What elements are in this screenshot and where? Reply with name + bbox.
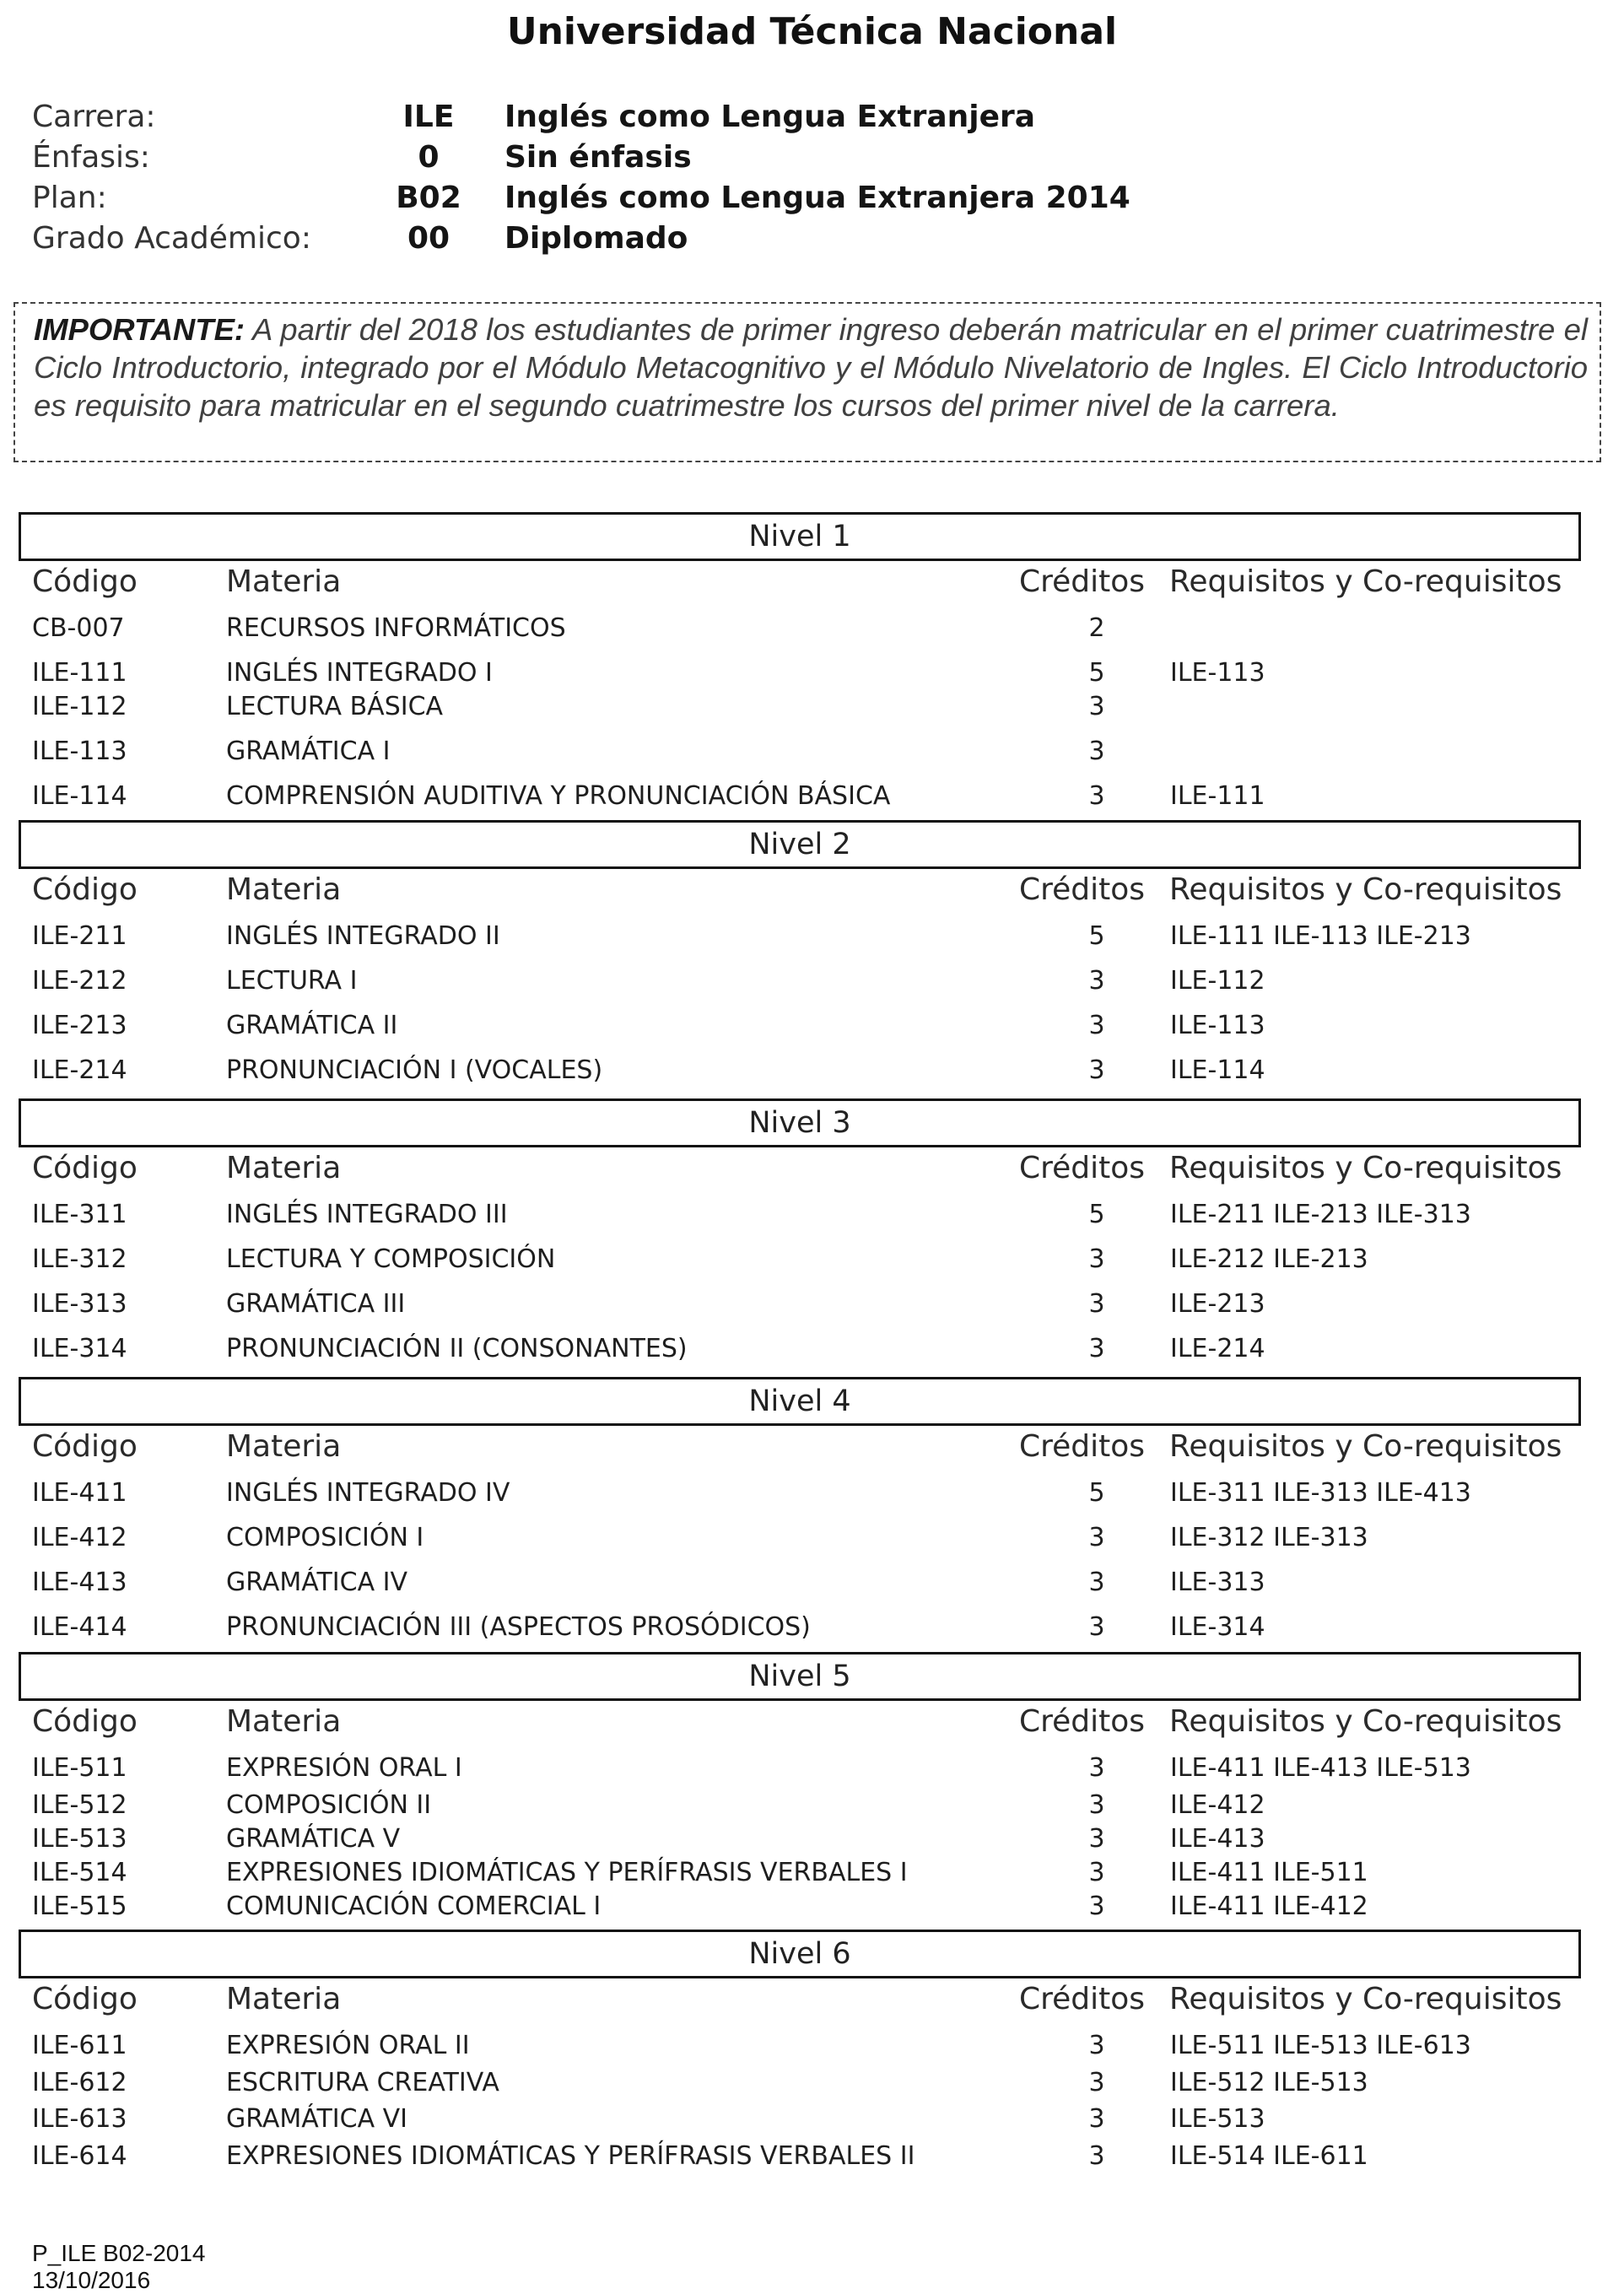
course-credits: 3	[1088, 692, 1105, 721]
course-requirements: ILE-111	[1170, 781, 1265, 811]
column-header-name: Materia	[226, 872, 342, 907]
column-header-credits: Créditos	[1019, 872, 1146, 907]
course-requirements: ILE-411 ILE-412	[1170, 1892, 1368, 1921]
course-name: EXPRESIÓN ORAL I	[226, 1753, 462, 1783]
column-header-name: Materia	[226, 1429, 342, 1464]
column-header-reqs: Requisitos y Co-requisitos	[1169, 1982, 1562, 2016]
course-row	[0, 692, 1624, 729]
course-name: RECURSOS INFORMÁTICOS	[226, 613, 566, 643]
course-credits: 3	[1088, 1753, 1105, 1783]
course-credits: 5	[1088, 1200, 1105, 1229]
course-name: GRAMÁTICA II	[226, 1011, 398, 1040]
course-code: ILE-211	[32, 921, 127, 951]
course-requirements: ILE-212 ILE-213	[1170, 1244, 1368, 1274]
course-name: GRAMÁTICA III	[226, 1289, 406, 1319]
course-name: GRAMÁTICA I	[226, 737, 391, 766]
course-requirements: ILE-513	[1170, 2104, 1265, 2134]
course-credits: 3	[1088, 781, 1105, 811]
column-header-credits: Créditos	[1019, 1429, 1146, 1464]
course-requirements: ILE-114	[1170, 1055, 1265, 1085]
course-code: ILE-511	[32, 1753, 127, 1783]
course-row	[0, 613, 1624, 650]
column-header-code: Código	[32, 872, 138, 907]
course-credits: 3	[1088, 1523, 1105, 1552]
course-name: GRAMÁTICA V	[226, 1824, 401, 1854]
course-row	[0, 921, 1624, 958]
column-header-credits: Créditos	[1019, 1982, 1146, 2016]
course-name: LECTURA I	[226, 966, 358, 996]
course-credits: 3	[1088, 1011, 1105, 1040]
course-name: EXPRESIONES IDIOMÁTICAS Y PERÍFRASIS VERBALES II	[226, 2141, 915, 2171]
course-code: ILE-112	[32, 692, 127, 721]
course-code: ILE-313	[32, 1289, 127, 1319]
column-header-reqs: Requisitos y Co-requisitos	[1169, 564, 1562, 599]
course-row	[0, 1892, 1624, 1929]
course-credits: 3	[1088, 1244, 1105, 1274]
course-credits: 3	[1088, 1790, 1105, 1820]
column-header-name: Materia	[226, 1151, 342, 1185]
course-requirements: ILE-113	[1170, 658, 1265, 688]
course-name: INGLÉS INTEGRADO I	[226, 658, 493, 688]
course-credits: 3	[1088, 1858, 1105, 1887]
course-code: ILE-311	[32, 1200, 127, 1229]
course-credits: 3	[1088, 966, 1105, 996]
course-credits: 3	[1088, 2104, 1105, 2134]
column-header-code: Código	[32, 1429, 138, 1464]
column-header-name: Materia	[226, 564, 342, 599]
course-code: ILE-613	[32, 2104, 127, 2134]
course-name: COMUNICACIÓN COMERCIAL I	[226, 1892, 602, 1921]
course-requirements: ILE-111 ILE-113 ILE-213	[1170, 921, 1471, 951]
course-row	[0, 1753, 1624, 1790]
column-header-code: Código	[32, 1704, 138, 1739]
course-name: LECTURA Y COMPOSICIÓN	[226, 1244, 556, 1274]
course-code: ILE-614	[32, 2141, 127, 2171]
course-name: COMPOSICIÓN I	[226, 1523, 424, 1552]
course-row	[0, 1200, 1624, 1237]
course-row	[0, 1244, 1624, 1282]
info-code: 0	[418, 140, 440, 175]
course-row	[0, 1612, 1624, 1649]
course-code: ILE-411	[32, 1478, 127, 1508]
course-requirements: ILE-512 ILE-513	[1170, 2068, 1368, 2097]
course-requirements: ILE-511 ILE-513 ILE-613	[1170, 2031, 1471, 2060]
course-credits: 3	[1088, 1568, 1105, 1597]
course-name: ESCRITURA CREATIVA	[226, 2068, 499, 2097]
course-requirements: ILE-412	[1170, 1790, 1265, 1820]
course-code: ILE-514	[32, 1858, 127, 1887]
course-code: ILE-113	[32, 737, 127, 766]
column-header-reqs: Requisitos y Co-requisitos	[1169, 1704, 1562, 1739]
course-requirements: ILE-112	[1170, 966, 1265, 996]
course-row	[0, 2031, 1624, 2068]
course-requirements: ILE-312 ILE-313	[1170, 1523, 1368, 1552]
course-row	[0, 1334, 1624, 1371]
level-header: Nivel 5	[19, 1652, 1581, 1701]
course-requirements: ILE-214	[1170, 1334, 1265, 1363]
course-requirements: ILE-411 ILE-511	[1170, 1858, 1368, 1887]
course-row	[0, 737, 1624, 774]
course-name: EXPRESIÓN ORAL II	[226, 2031, 470, 2060]
info-value: Inglés como Lengua Extranjera	[504, 100, 1036, 134]
course-code: ILE-515	[32, 1892, 127, 1921]
course-credits: 3	[1088, 1334, 1105, 1363]
course-code: ILE-512	[32, 1790, 127, 1820]
course-code: ILE-513	[32, 1824, 127, 1854]
course-row	[0, 1011, 1624, 1048]
info-label: Plan:	[32, 181, 107, 215]
course-credits: 3	[1088, 1892, 1105, 1921]
course-credits: 3	[1088, 1612, 1105, 1642]
course-name: LECTURA BÁSICA	[226, 692, 444, 721]
course-code: ILE-212	[32, 966, 127, 996]
course-credits: 3	[1088, 1824, 1105, 1854]
course-name: EXPRESIONES IDIOMÁTICAS Y PERÍFRASIS VERBALES I	[226, 1858, 908, 1887]
course-credits: 3	[1088, 1055, 1105, 1085]
course-row	[0, 1478, 1624, 1515]
course-requirements: ILE-514 ILE-611	[1170, 2141, 1368, 2171]
course-requirements: ILE-313	[1170, 1568, 1265, 1597]
course-credits: 3	[1088, 2031, 1105, 2060]
info-code: ILE	[402, 100, 455, 134]
info-code: 00	[407, 221, 451, 256]
info-value: Diplomado	[504, 221, 688, 256]
course-code: ILE-314	[32, 1334, 127, 1363]
info-label: Carrera:	[32, 100, 156, 134]
course-row	[0, 1523, 1624, 1560]
course-row	[0, 1568, 1624, 1605]
course-requirements: ILE-113	[1170, 1011, 1265, 1040]
info-code: B02	[396, 181, 461, 215]
course-row	[0, 1055, 1624, 1093]
course-name: PRONUNCIACIÓN III (ASPECTOS PROSÓDICOS)	[226, 1612, 811, 1642]
course-credits: 5	[1088, 658, 1105, 688]
course-requirements: ILE-211 ILE-213 ILE-313	[1170, 1200, 1471, 1229]
course-row	[0, 1289, 1624, 1326]
course-code: ILE-111	[32, 658, 127, 688]
level-header: Nivel 1	[19, 512, 1581, 561]
course-requirements: ILE-411 ILE-413 ILE-513	[1170, 1753, 1471, 1783]
course-name: INGLÉS INTEGRADO III	[226, 1200, 508, 1229]
course-requirements: ILE-413	[1170, 1824, 1265, 1854]
course-code: ILE-413	[32, 1568, 127, 1597]
column-header-reqs: Requisitos y Co-requisitos	[1169, 1151, 1562, 1185]
notice-text: A partir del 2018 los estudiantes de primer ingreso deberán matricular en el primer cuatrimestre el Ciclo Introductorio, integrado por el Módulo Metacognitivo y el Módulo Nivelatorio de Ingles. El Ciclo Introductorio es requisito para matricular en el segundo cuatrimestre los cursos del primer nivel de la carrera.	[34, 312, 1588, 423]
column-header-reqs: Requisitos y Co-requisitos	[1169, 1429, 1562, 1464]
course-code: ILE-414	[32, 1612, 127, 1642]
info-label: Grado Académico:	[32, 221, 311, 256]
column-header-credits: Créditos	[1019, 1704, 1146, 1739]
info-label: Énfasis:	[32, 140, 150, 175]
info-value: Inglés como Lengua Extranjera 2014	[504, 181, 1130, 215]
notice-box	[13, 302, 1601, 462]
column-header-code: Código	[32, 1151, 138, 1185]
course-credits: 3	[1088, 2141, 1105, 2171]
level-header: Nivel 4	[19, 1377, 1581, 1426]
level-header: Nivel 2	[19, 820, 1581, 869]
column-header-name: Materia	[226, 1704, 342, 1739]
course-name: COMPOSICIÓN II	[226, 1790, 432, 1820]
course-requirements: ILE-314	[1170, 1612, 1265, 1642]
column-header-code: Código	[32, 1982, 138, 2016]
course-requirements: ILE-311 ILE-313 ILE-413	[1170, 1478, 1471, 1508]
column-header-code: Código	[32, 564, 138, 599]
course-row	[0, 781, 1624, 818]
column-header-name: Materia	[226, 1982, 342, 2016]
column-header-reqs: Requisitos y Co-requisitos	[1169, 872, 1562, 907]
course-name: PRONUNCIACIÓN II (CONSONANTES)	[226, 1334, 688, 1363]
level-header: Nivel 3	[19, 1098, 1581, 1147]
course-row	[0, 1824, 1624, 1861]
course-code: ILE-611	[32, 2031, 127, 2060]
course-code: ILE-114	[32, 781, 127, 811]
course-credits: 3	[1088, 2068, 1105, 2097]
course-row	[0, 2104, 1624, 2141]
course-credits: 2	[1088, 613, 1105, 643]
course-row	[0, 2068, 1624, 2105]
course-row	[0, 2141, 1624, 2178]
course-name: INGLÉS INTEGRADO II	[226, 921, 500, 951]
column-header-credits: Créditos	[1019, 564, 1146, 599]
level-header: Nivel 6	[19, 1930, 1581, 1978]
course-code: ILE-312	[32, 1244, 127, 1274]
course-code: CB-007	[32, 613, 125, 643]
column-header-credits: Créditos	[1019, 1151, 1146, 1185]
page-title: Universidad Técnica Nacional	[506, 10, 1118, 53]
course-code: ILE-214	[32, 1055, 127, 1085]
course-row	[0, 658, 1624, 695]
footer-date: 13/10/2016	[32, 2267, 151, 2293]
course-code: ILE-213	[32, 1011, 127, 1040]
course-code: ILE-612	[32, 2068, 127, 2097]
course-name: INGLÉS INTEGRADO IV	[226, 1478, 510, 1508]
course-row	[0, 966, 1624, 1003]
course-credits: 3	[1088, 1289, 1105, 1319]
course-credits: 3	[1088, 737, 1105, 766]
footer-doc-id: P_ILE B02-2014	[32, 2240, 206, 2266]
course-row	[0, 1858, 1624, 1895]
course-code: ILE-412	[32, 1523, 127, 1552]
info-value: Sin énfasis	[504, 140, 692, 175]
course-name: PRONUNCIACIÓN I (VOCALES)	[226, 1055, 603, 1085]
course-row	[0, 1790, 1624, 1827]
notice-label: IMPORTANTE:	[34, 312, 245, 347]
course-requirements: ILE-213	[1170, 1289, 1265, 1319]
course-name: COMPRENSIÓN AUDITIVA Y PRONUNCIACIÓN BÁSICA	[226, 781, 891, 811]
course-name: GRAMÁTICA VI	[226, 2104, 408, 2134]
course-name: GRAMÁTICA IV	[226, 1568, 408, 1597]
course-credits: 5	[1088, 921, 1105, 951]
course-credits: 5	[1088, 1478, 1105, 1508]
